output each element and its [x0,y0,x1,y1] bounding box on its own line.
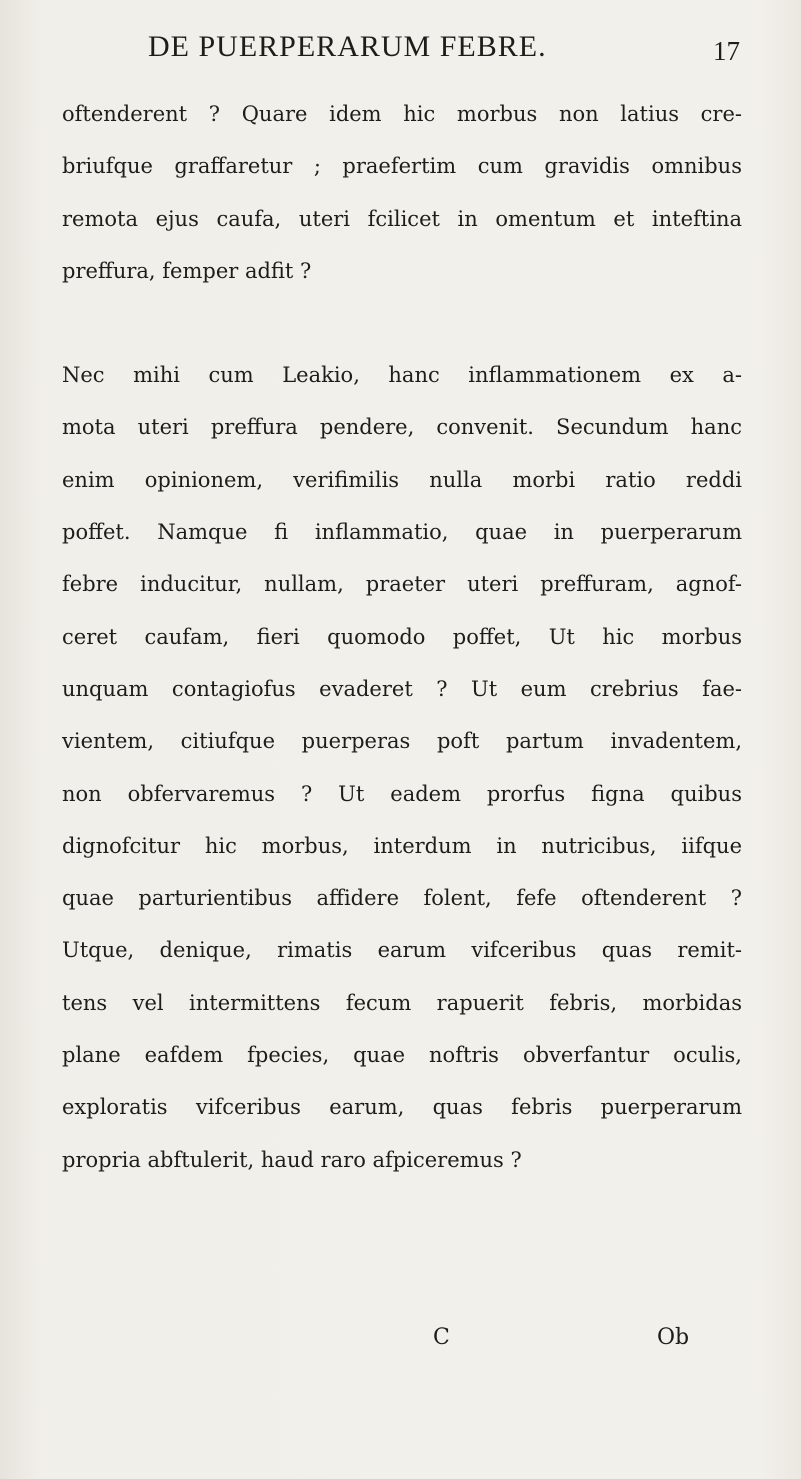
paragraph-1 [62,88,742,297]
catchword: Ob [657,1325,690,1350]
text-line: enim opinionem, verifimilis nulla morbi ratio reddi [62,467,742,492]
signature-mark: C [433,1325,450,1350]
text-line: ceret caufam, fieri quomodo poffet, Ut hic morbus [62,624,742,649]
page-footer [0,1325,801,1365]
text-line: febre inducitur, nullam, praeter uteri preffuram, agnof- [62,572,742,597]
text-line: mota uteri preffura pendere, convenit. Secundum hanc [62,415,742,440]
text-line: Nec mihi cum Leakio, hanc inflammationem ex a- [62,363,742,388]
running-title: DE PUERPERARUM FEBRE. [148,30,547,63]
text-line: propria abftulerit, haud raro afpiceremus ? [62,1147,522,1172]
text-line: preffura, femper adfit ? [62,258,312,283]
text-line: dignofcitur hic morbus, interdum in nutricibus, iifque [62,833,742,858]
text-line: exploratis vifceribus earum, quas febris puerperarum [62,1095,742,1120]
paragraph-2 [62,349,742,1186]
body-text [62,88,742,1186]
text-line: briufque graffaretur ; praefertim cum gravidis omnibus [62,154,742,179]
text-line: quae parturientibus affidere folent, fefe oftenderent ? [62,886,742,911]
text-line: tens vel intermittens fecum rapuerit febris, morbidas [62,990,742,1015]
page-number: 17 [713,36,740,66]
text-line: Utque, denique, rimatis earum vifceribus quas remit- [62,938,742,963]
page-header [0,30,801,70]
text-line: vientem, citiufque puerperas poft partum invadentem, [62,729,742,754]
paragraph-gap [62,297,742,349]
text-line: unquam contagiofus evaderet ? Ut eum crebrius fae- [62,676,742,701]
text-line: plane eafdem fpecies, quae noftris obverfantur oculis, [62,1043,742,1068]
text-line: poffet. Namque fi inflammatio, quae in puerperarum [62,520,742,545]
text-line: non obfervaremus ? Ut eadem prorfus figna quibus [62,781,742,806]
text-line: oftenderent ? Quare idem hic morbus non latius cre- [62,102,742,126]
text-line: remota ejus caufa, uteri fcilicet in omentum et inteftina [62,206,742,231]
